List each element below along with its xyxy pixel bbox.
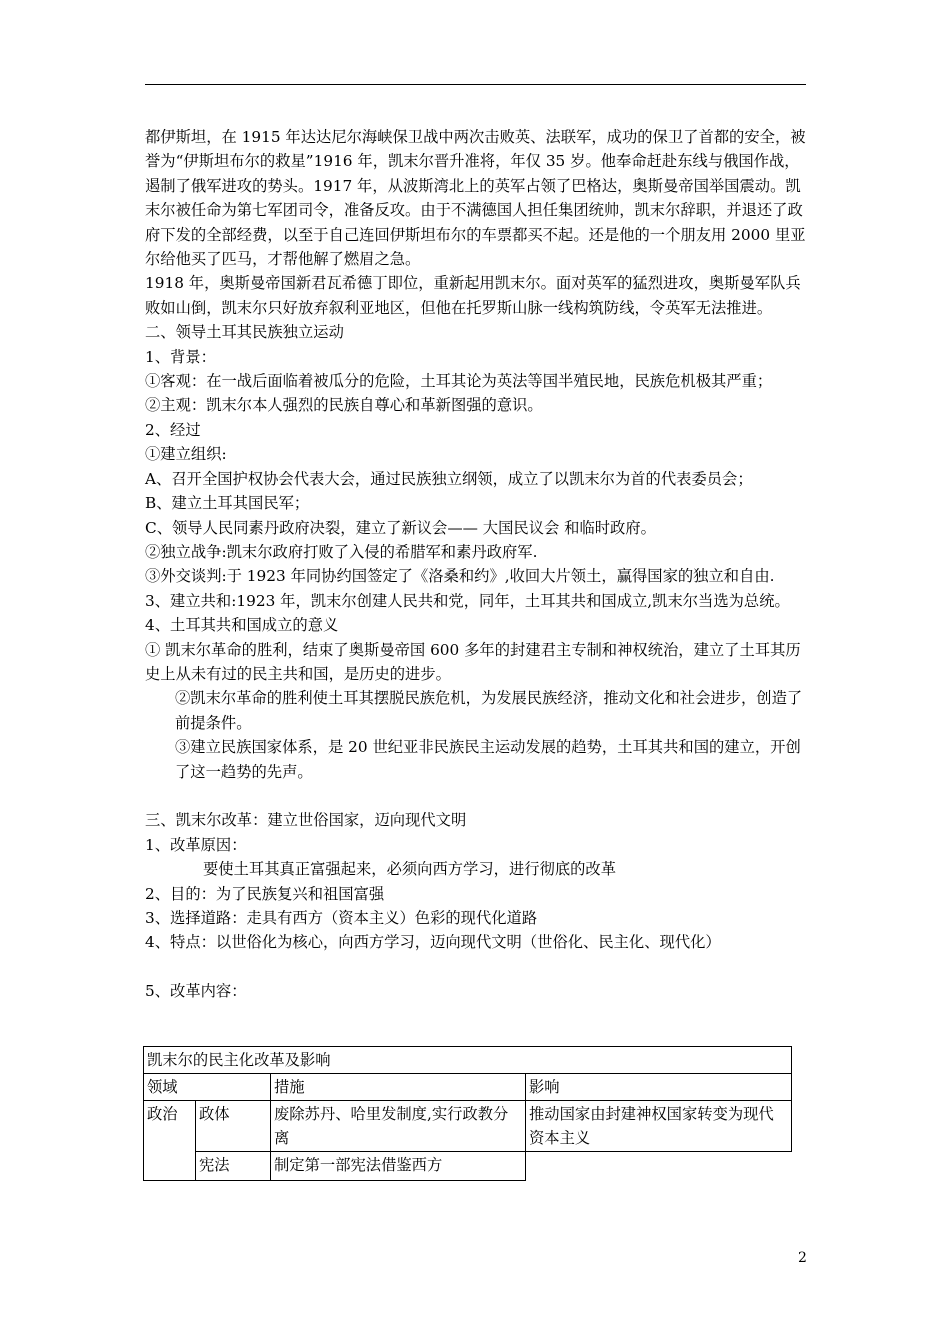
table-caption: 凯末尔的民主化改革及影响 <box>144 1047 792 1074</box>
table-header-row <box>144 1074 792 1101</box>
paragraph: C、领导人民同素丹政府决裂，建立了新议会—— 大国民议会 和临时政府。 <box>145 518 656 537</box>
table-row <box>144 1152 792 1181</box>
reform-table <box>143 1046 792 1181</box>
empty-cell <box>526 1152 792 1181</box>
paragraph: 1、改革原因： <box>145 835 247 854</box>
header-cell: 措施 <box>271 1074 526 1101</box>
paragraph: ①建立组织: <box>145 445 227 464</box>
paragraph: 4、土耳其共和国成立的意义 <box>145 616 339 635</box>
header-cell: 影响 <box>526 1074 792 1101</box>
sub-cell: 政体 <box>196 1101 271 1152</box>
paragraph: ②主观：凯末尔本人强烈的民族自尊心和革新图强的意识。 <box>145 396 543 415</box>
paragraph: A、召开全国护权协会代表大会，通过民族独立纲领，成立了以凯末尔为首的代表委员会； <box>145 469 753 488</box>
paragraph: 4、特点：以世俗化为核心，向西方学习，迈向现代文明（世俗化、民主化、现代化） <box>145 933 721 952</box>
paragraph: 1、背景： <box>145 347 216 366</box>
header-rule <box>145 84 806 85</box>
sub-cell: 宪法 <box>196 1152 271 1181</box>
table-caption-row <box>144 1047 792 1074</box>
paragraph: 3、选择道路：走具有西方（资本主义）色彩的现代化道路 <box>145 908 538 927</box>
paragraph: 5、改革内容： <box>145 982 247 1001</box>
paragraph: ① 凯末尔革命的胜利，结束了奥斯曼帝国 600 多年的封建君主专制和神权统治，建立了土耳其历史上从未有过的民主共和国，是历史的进步。 <box>145 640 801 683</box>
section-heading: 二、领导土耳其民族独立运动 <box>145 323 344 342</box>
field-cell: 政治 <box>144 1101 196 1181</box>
paragraph: 3、建立共和:1923 年，凯末尔创建人民共和党，同年，土耳其共和国成立,凯末尔当选为总统。 <box>145 591 790 610</box>
document-body <box>145 125 810 1004</box>
header-cell: 领域 <box>144 1074 271 1101</box>
paragraph-text: ②凯末尔革命的胜利使土耳其摆脱民族危机，为发展民族经济，推动文化和社会进步，创造了前提条件。 <box>175 689 803 732</box>
paragraph: B、建立土耳其国民军； <box>145 494 310 513</box>
paragraph <box>145 735 810 784</box>
paragraph <box>145 686 810 735</box>
paragraph: ①客观：在一战后面临着被瓜分的危险，土耳其论为英法等国半殖民地，民族危机极其严重； <box>145 372 773 391</box>
impact-cell: 推动国家由封建神权国家转变为现代资本主义 <box>526 1101 792 1152</box>
paragraph: 要使土耳其真正富强起来，必须向西方学习，进行彻底的改革 <box>203 860 617 879</box>
paragraph-text: ③建立民族国家体系，是 20 世纪亚非民族民主运动发展的趋势，土耳其共和国的建立，开创了这一趋势的先声。 <box>175 738 801 781</box>
paragraph: 2、经过 <box>145 420 201 439</box>
paragraph: 1918 年，奥斯曼帝国新君瓦希德丁即位，重新起用凯末尔。面对英军的猛烈进攻，奥斯曼军队兵败如山倒，凯末尔只好放弃叙利亚地区，但他在托罗斯山脉一线构筑防线，令英军无法推进。 <box>145 274 801 317</box>
spacer <box>145 784 810 808</box>
paragraph: ②独立战争:凯末尔政府打败了入侵的希腊军和素丹政府军. <box>145 542 538 561</box>
spacer <box>145 955 810 979</box>
measure-cell: 废除苏丹、哈里发制度,实行政教分离 <box>271 1101 526 1152</box>
paragraph: 都伊斯坦，在 1915 年达达尼尔海峡保卫战中两次击败英、法联军，成功的保卫了首都的安全，被誉为“伊斯坦布尔的救星”1916 年，凯末尔晋升准将，年仅 35 岁。他奉命赶赴东线与俄国作战，遏制了俄军进攻的势头。1917 年，从波斯湾北上的英军占领了巴格达，奥斯曼帝国举国震动。凯末尔被任命为第七军团司令，准备反攻。由于不满德国人担任集团统帅，凯末尔辞职，并退还了政府下发的全部经费，以至于自己连回伊斯坦布尔的车票都买不起。还是他的一个朋友用 2000 里亚尔给他买了匹马，才帮他解了燃眉之急。 <box>145 128 806 269</box>
page-number: 2 <box>798 1250 807 1266</box>
paragraph: 2、目的：为了民族复兴和祖国富强 <box>145 884 385 903</box>
table-row <box>144 1101 792 1152</box>
paragraph: ③外交谈判:于 1923 年同协约国签定了《洛桑和约》,收回大片领土，赢得国家的独立和自由. <box>145 567 775 586</box>
section-heading: 三、凯末尔改革：建立世俗国家，迈向现代文明 <box>145 811 467 830</box>
measure-cell: 制定第一部宪法借鉴西方 <box>271 1152 526 1181</box>
